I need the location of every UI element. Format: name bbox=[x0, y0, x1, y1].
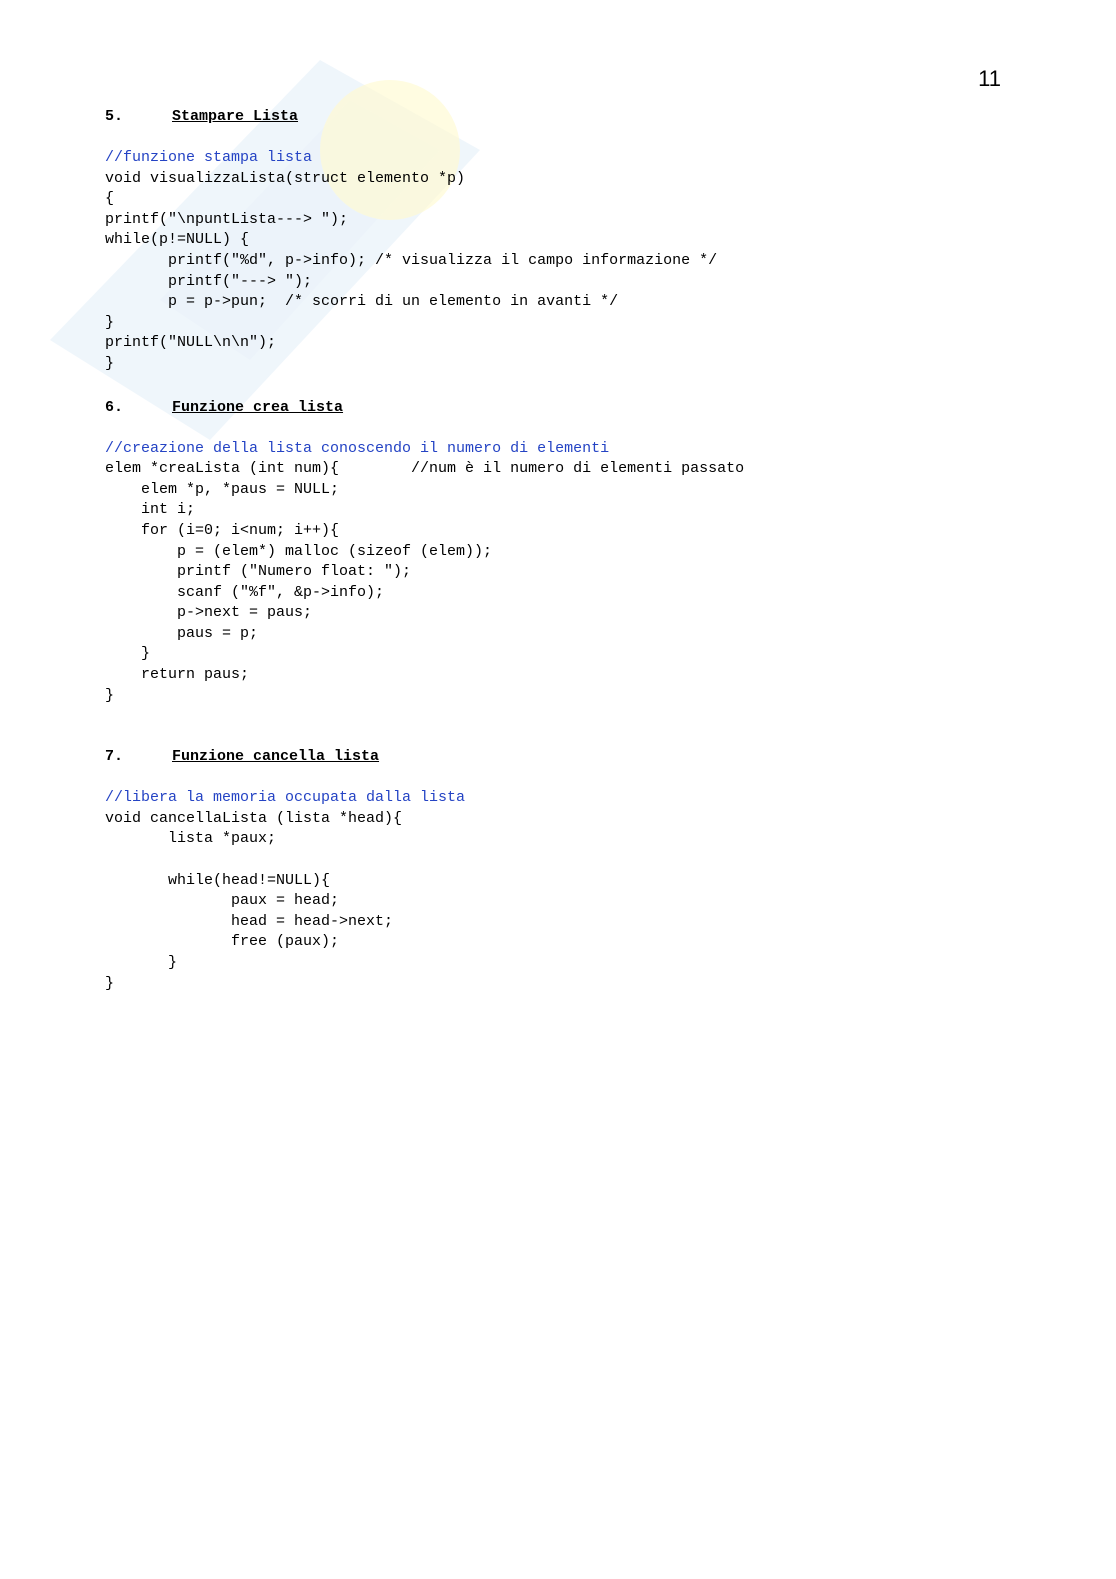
section-number: 5. bbox=[105, 108, 124, 125]
code-line: p->next = paus; bbox=[105, 604, 313, 622]
code-line: printf("NULL\n\n"); bbox=[105, 334, 277, 352]
section-heading bbox=[105, 746, 1025, 768]
section-title: Funzione crea lista bbox=[172, 398, 344, 416]
code-line: scanf ("%f", &p->info); bbox=[105, 583, 385, 601]
code-line: paus = p; bbox=[105, 624, 259, 642]
code-line: while(p!=NULL) { bbox=[105, 231, 250, 249]
section-number: 7. bbox=[105, 748, 124, 766]
code-line: paux = head; bbox=[105, 892, 340, 910]
code-line: int i; bbox=[105, 501, 196, 519]
code-line: } bbox=[105, 313, 115, 331]
section-title: Stampare Lista bbox=[172, 108, 299, 125]
code-line: } bbox=[105, 974, 115, 992]
code-line: elem *creaLista (int num){ //num è il numero di elementi passato bbox=[105, 460, 745, 478]
section-heading bbox=[105, 106, 1025, 128]
code-block bbox=[105, 439, 1025, 707]
code-line: void visualizzaLista(struct elemento *p) bbox=[105, 169, 466, 187]
section-funzione-cancella-lista bbox=[105, 746, 1025, 994]
code-line: printf ("Numero float: "); bbox=[105, 563, 412, 581]
code-block bbox=[105, 788, 1025, 994]
section-title: Funzione cancella lista bbox=[172, 748, 380, 766]
code-comment: //libera la memoria occupata dalla lista bbox=[105, 789, 466, 807]
code-line: elem *p, *paus = NULL; bbox=[105, 480, 340, 498]
code-line: { bbox=[105, 190, 115, 208]
code-line: p = p->pun; /* scorri di un elemento in avanti */ bbox=[105, 293, 619, 311]
code-line: return paus; bbox=[105, 666, 250, 684]
code-line: } bbox=[105, 645, 151, 663]
code-line: } bbox=[105, 954, 178, 971]
code-line: while(head!=NULL){ bbox=[105, 871, 331, 889]
section-number: 6. bbox=[105, 398, 124, 416]
section-funzione-crea-lista bbox=[105, 397, 1025, 707]
code-block bbox=[105, 148, 1025, 375]
section-stampare-lista bbox=[105, 106, 1025, 375]
code-line: head = head->next; bbox=[105, 912, 394, 930]
code-line bbox=[105, 850, 1025, 871]
code-line: printf("%d", p->info); /* visualizza il campo informazione */ bbox=[105, 251, 718, 269]
code-line: } bbox=[105, 686, 115, 704]
document-body bbox=[105, 106, 1025, 994]
code-line: printf("\npuntLista---> "); bbox=[105, 210, 349, 228]
code-line: free (paux); bbox=[105, 933, 340, 951]
code-line: void cancellaLista (lista *head){ bbox=[105, 809, 403, 827]
code-line: } bbox=[105, 354, 115, 372]
code-comment: //creazione della lista conoscendo il numero di elementi bbox=[105, 439, 610, 457]
code-line: lista *paux; bbox=[105, 830, 277, 848]
code-line: printf("---> "); bbox=[105, 272, 313, 290]
code-line: for (i=0; i<num; i++){ bbox=[105, 521, 340, 539]
code-comment: //funzione stampa lista bbox=[105, 149, 313, 166]
code-line: p = (elem*) malloc (sizeof (elem)); bbox=[105, 542, 493, 560]
section-heading bbox=[105, 397, 1025, 419]
page-number: 11 bbox=[978, 66, 1001, 91]
